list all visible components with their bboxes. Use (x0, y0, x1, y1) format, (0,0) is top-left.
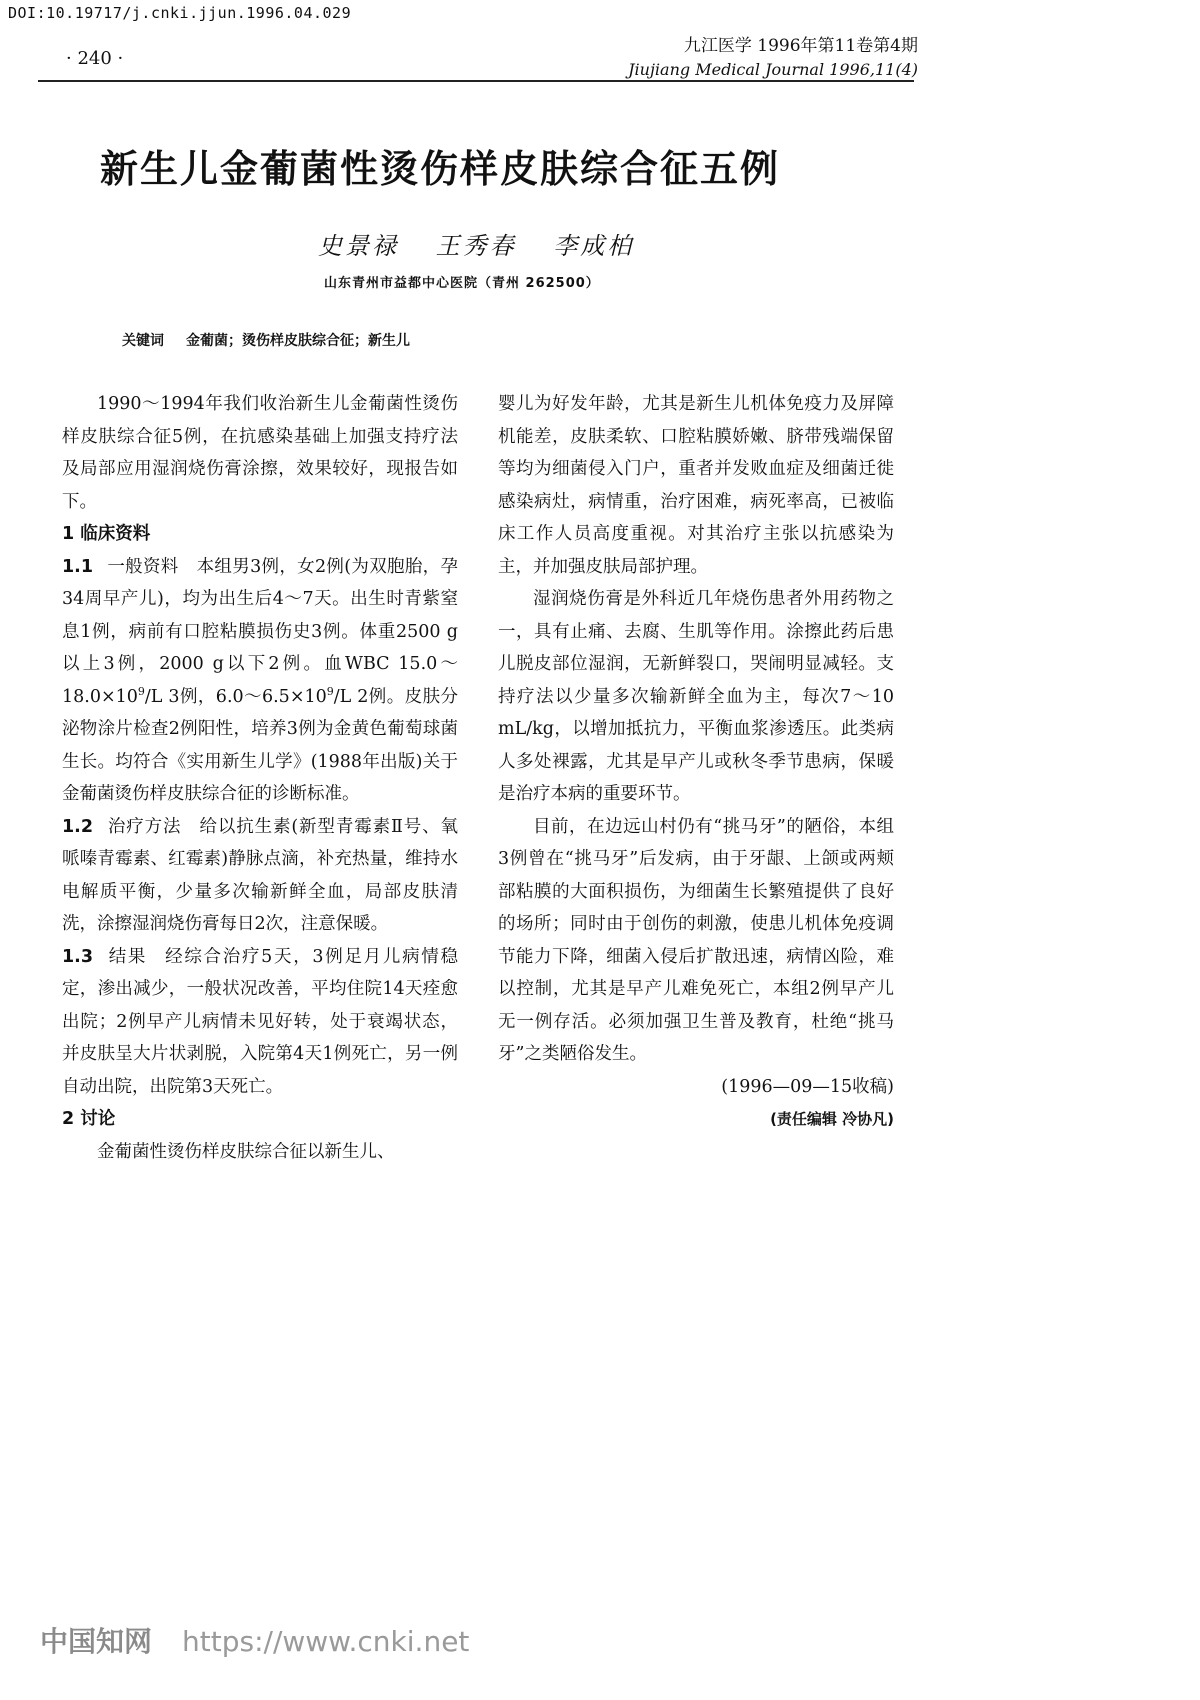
author-list (318, 226, 660, 261)
body-text: 经综合治疗5天，3例足月儿病情稳定，渗出减少，一般状况改善，平均住院14天痊愈出院；2例早产儿病情未见好转，处于衰竭状态，并皮肤呈大片状剥脱，入院第4天1例死亡，另一例自动出院，出院第3天死亡。 (62, 946, 458, 1097)
body-text: /L 3例，6.0～6.5×10 (144, 686, 327, 707)
journal-name-cn: 九江医学 1996年第11卷第4期 (683, 36, 918, 56)
journal-name-en: Jiujiang Medical Journal 1996,11(4) (628, 60, 918, 79)
left-column (62, 388, 458, 1168)
intro-paragraph: 1990～1994年我们收治新生儿金葡菌性烫伤样皮肤综合征5例，在抗感染基础上加强支持疗法及局部应用湿润烧伤膏涂擦，效果较好，现报告如下。 (62, 394, 458, 512)
right-column (498, 388, 894, 1136)
watermark-footer (40, 1620, 469, 1660)
section-2-heading: 2 讨论 (62, 1109, 116, 1129)
subsection-title: 治疗方法 (107, 816, 182, 837)
affiliation: 山东青州市益都中心医院（青州 262500） (324, 276, 600, 291)
subsection-number: 1.3 (62, 946, 94, 967)
discussion-paragraph-1-start: 金葡菌性烫伤样皮肤综合征以新生儿、 (97, 1141, 395, 1162)
responsible-editor: (责任编辑 冷协凡) (770, 1110, 894, 1128)
subsection-title: 结果 (107, 946, 148, 967)
body-text: /L 2例。皮肤分泌物涂片检查2例阳性，培养3例为金黄色葡萄球菌生长。均符合《实用新生儿学》(1988年出版)关于金葡菌烫伤样皮肤综合征的诊断标准。 (62, 686, 458, 804)
subsection-number: 1.2 (62, 816, 94, 837)
author-2: 王秀春 (435, 232, 517, 260)
received-date: (1996—09—15收稿) (721, 1076, 894, 1097)
article-title: 新生儿金葡菌性烫伤样皮肤综合征五例 (100, 147, 781, 191)
header-rule (38, 80, 914, 82)
site-name: 中国知网 (40, 1625, 153, 1658)
doi-line: DOI:10.19717/j.cnki.jjun.1996.04.029 (8, 4, 352, 22)
discussion-paragraph-3: 目前，在边远山村仍有“挑马牙”的陋俗，本组3例曾在“挑马牙”后发病，由于牙龈、上颌或两颊部粘膜的大面积损伤，为细菌生长繁殖提供了良好的场所；同时由于创伤的刺激，使患儿机体免疫调节能力下降，细菌入侵后扩散迅速，病情凶险，难以控制，尤其是早产儿难免死亡，本组2例早产儿无一例存活。必须加强卫生普及教育，杜绝“挑马牙”之类陋俗发生。 (498, 816, 894, 1064)
subsection-title: 一般资料 (107, 556, 179, 577)
author-3: 李成柏 (553, 232, 635, 260)
discussion-paragraph-2: 湿润烧伤膏是外科近几年烧伤患者外用药物之一，具有止痛、去腐、生肌等作用。涂擦此药后患儿脱皮部位湿润，无新鲜裂口，哭闹明显减轻。支持疗法以少量多次输新鲜全血为主，每次7～10 mL/kg，以增加抵抗力，平衡血浆渗透压。此类病人多处裸露，尤其是早产儿或秋冬季节患病，保暖是治疗本病的重要环节。 (498, 589, 894, 804)
discussion-paragraph-1-end: 婴儿为好发年龄，尤其是新生儿机体免疫力及屏障机能差，皮肤柔软、口腔粘膜娇嫩、脐带残端保留等均为细菌侵入门户，重者并发败血症及细菌迁徙感染病灶，病情重，治疗困难，病死率高，已被临床工作人员高度重视。对其治疗主张以抗感染为主，并加强皮肤局部护理。 (498, 394, 894, 577)
subsection-number: 1.1 (62, 556, 94, 577)
journal-header (628, 34, 918, 82)
subsection-1-3 (62, 941, 458, 1104)
page-number: · 240 · (66, 48, 124, 69)
author-1: 史景禄 (318, 232, 399, 260)
body-text: 给以抗生素(新型青霉素Ⅱ号、氧哌嗪青霉素、红霉素)静脉点滴，补充热量，维持水电解质平衡，少量多次输新鲜全血，局部皮肤清洗，涂擦湿润烧伤膏每日2次，注意保暖。 (62, 816, 459, 934)
keywords-text: 金葡菌；烫伤样皮肤综合征；新生儿 (186, 333, 410, 349)
keywords-label: 关键词 (122, 333, 164, 349)
subsection-1-2 (62, 811, 458, 941)
keywords (122, 330, 410, 350)
body-text: 本组男3例，女2例(为双胞胎，孕34周早产儿)，均为出生后4～7天。出生时青紫窒息1例，病前有口腔粘膜损伤史3例。体重2500 g以上3例，2000 g以下2例。血WBC 15.0～18.0×10 (62, 556, 458, 707)
site-url: https://www.cnki.net (182, 1625, 470, 1658)
superscript: 9 (326, 684, 334, 698)
subsection-1-1 (62, 551, 458, 811)
section-1-heading: 1 临床资料 (62, 524, 151, 544)
superscript: 9 (137, 684, 145, 698)
